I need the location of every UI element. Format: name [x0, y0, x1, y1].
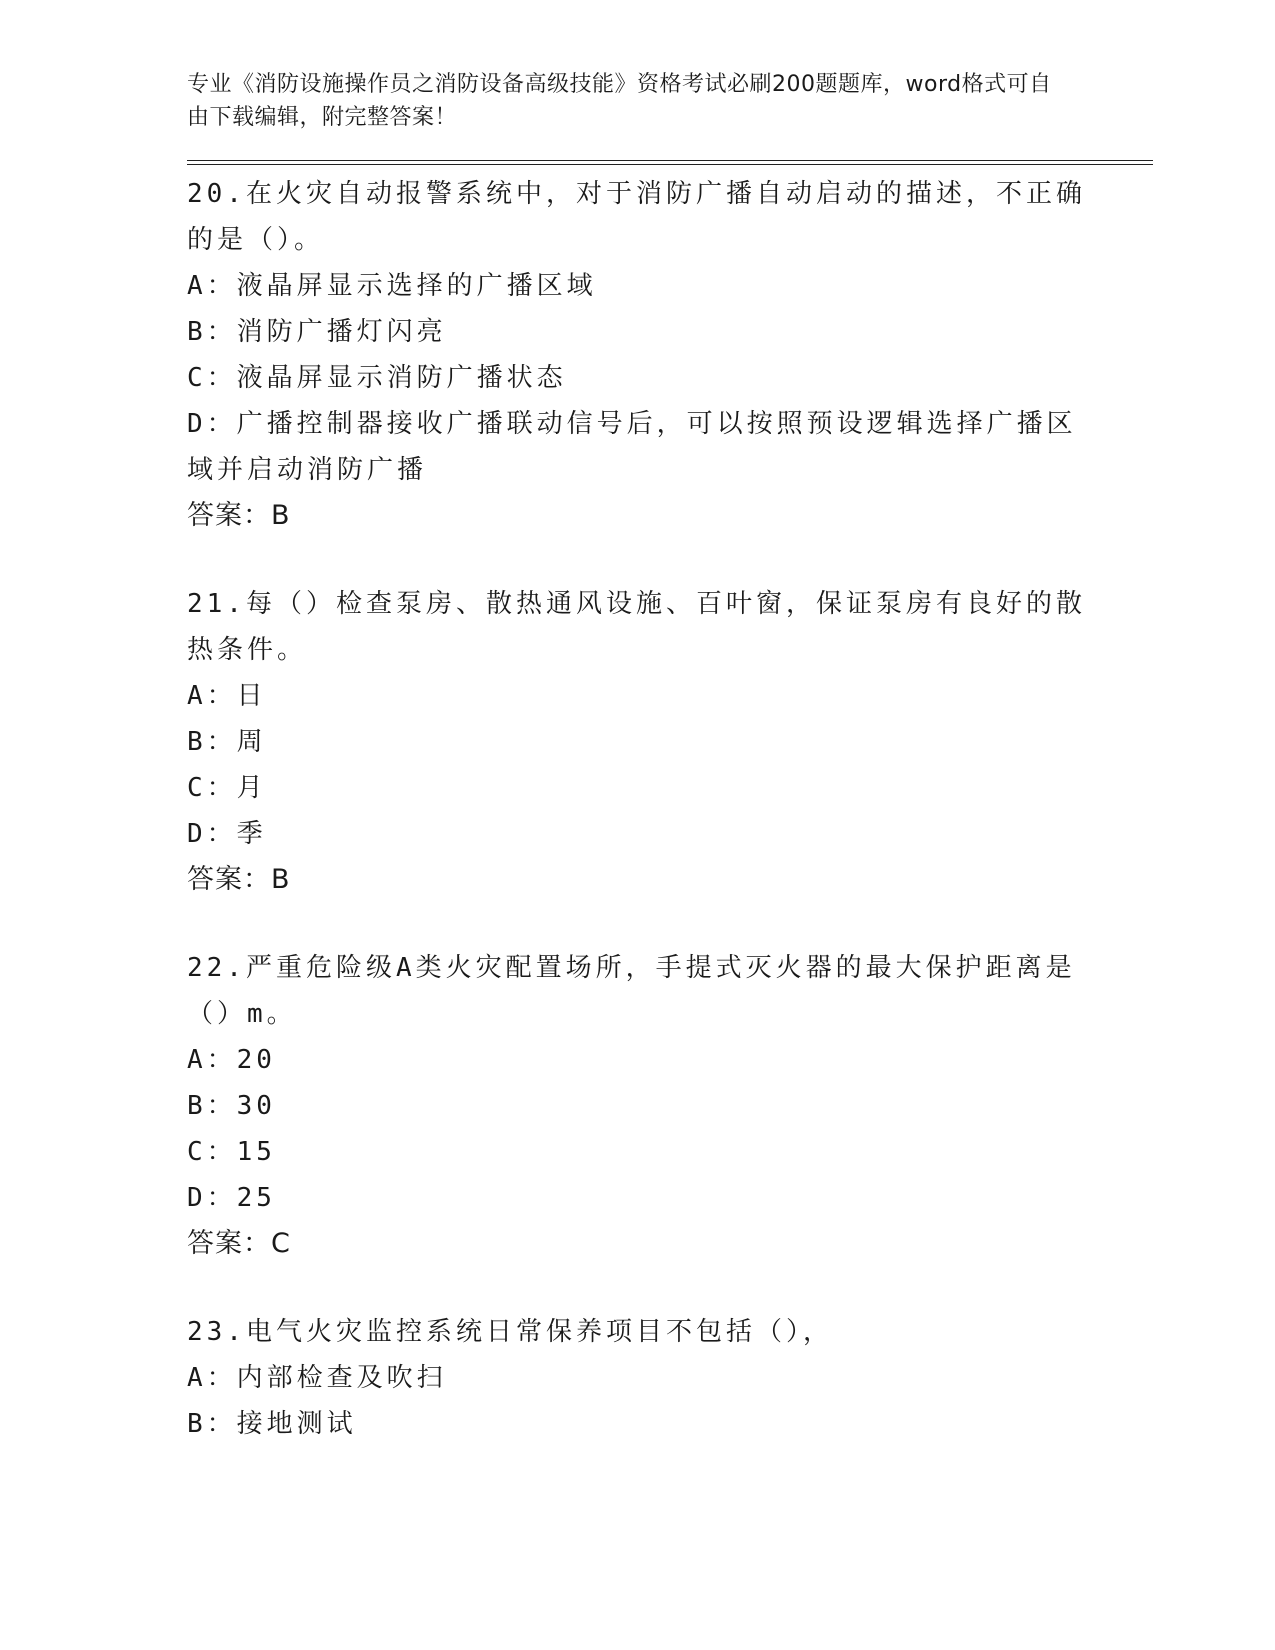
option-a: A：20	[187, 1045, 276, 1075]
answer-line: 答案：C	[187, 1228, 291, 1259]
option-c: C：15	[187, 1137, 276, 1167]
option-a: A：内部检查及吹扫	[187, 1363, 447, 1393]
question-block	[187, 171, 1087, 539]
question-stem: 21.每（）检查泵房、散热通风设施、百叶窗，保证泵房有良好的散热条件。	[187, 589, 1086, 665]
option-a: A：日	[187, 681, 267, 711]
question-block	[187, 581, 1087, 903]
document-header: 专业《消防设施操作员之消防设备高级技能》资格考试必刷200题题库，word格式可自由下载编辑，附完整答案！	[187, 72, 1052, 130]
option-d: D：广播控制器接收广播联动信号后，可以按照预设逻辑选择广播区域并启动消防广播	[187, 409, 1077, 485]
option-b: B：接地测试	[187, 1409, 357, 1439]
document-page	[187, 68, 1087, 1447]
option-d: D：25	[187, 1183, 276, 1213]
option-b: B：周	[187, 727, 267, 757]
option-a: A：液晶屏显示选择的广播区域	[187, 271, 597, 301]
answer-line: 答案：B	[187, 864, 291, 895]
option-c: C：液晶屏显示消防广播状态	[187, 363, 567, 393]
question-stem: 22.严重危险级A类火灾配置场所，手提式灭火器的最大保护距离是（）m。	[187, 953, 1076, 1029]
question-stem: 23.电气火灾监控系统日常保养项目不包括（），	[187, 1317, 833, 1347]
header-divider	[187, 160, 1153, 165]
question-block	[187, 945, 1087, 1267]
option-d: D：季	[187, 819, 267, 849]
question-block	[187, 1309, 1087, 1447]
option-b: B：消防广播灯闪亮	[187, 317, 447, 347]
answer-line: 答案：B	[187, 500, 291, 531]
question-stem: 20.在火灾自动报警系统中，对于消防广播自动启动的描述，不正确的是（）。	[187, 179, 1086, 255]
option-c: C：月	[187, 773, 267, 803]
option-b: B：30	[187, 1091, 276, 1121]
